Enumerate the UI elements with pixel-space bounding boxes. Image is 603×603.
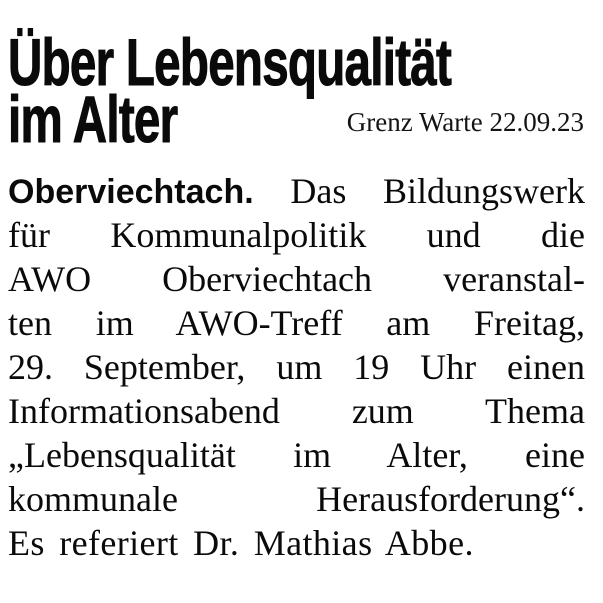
article-line: für Kommunalpolitik und die xyxy=(8,215,585,255)
article-line: ten im AWO-Treff am Freitag, xyxy=(8,303,585,343)
source-credit: Grenz Warte 22.09.23 xyxy=(346,107,584,137)
article-line: 29. September, um 19 Uhr einen xyxy=(8,347,585,387)
article-body xyxy=(8,169,585,565)
article-line-rest: Das Bildungswerk xyxy=(290,171,585,211)
headline-line-1: Über Lebensqualität xyxy=(8,25,452,99)
headline-line-2: im Alter xyxy=(8,82,178,156)
article-line: Es referiert Dr. Mathias Abbe. xyxy=(8,523,474,563)
article-line xyxy=(8,169,585,213)
article-line: „Lebensqualität im Alter, eine xyxy=(8,435,585,475)
article-line: Informationsabend zum Thema xyxy=(8,391,585,431)
article-line: AWO Oberviechtach veranstal- xyxy=(8,259,585,299)
article-line: kommunale Herausforderung“. xyxy=(8,479,585,519)
article-lead-in: Oberviechtach. xyxy=(8,173,254,211)
